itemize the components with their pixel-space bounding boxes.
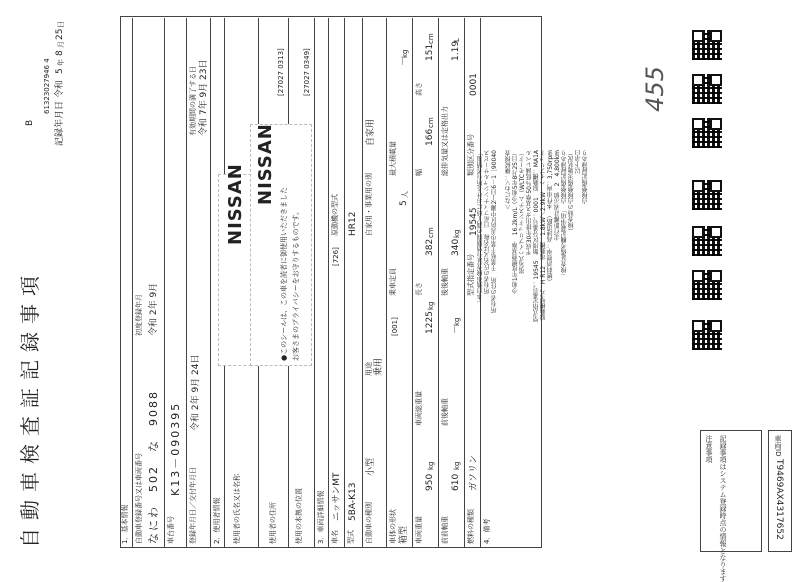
qr-code [692, 320, 722, 350]
note-line: 平成30年排出ガス基準50％低減レベル [526, 150, 533, 256]
note-line: 所有者の氏名又は名称 日産フィナンシャルサービス [484, 150, 491, 294]
note-line: ＜なにわ＞：継続検査 [505, 150, 512, 211]
record-date-day: 25 [55, 28, 65, 40]
qr-code-column [688, 30, 728, 430]
qr-code [692, 74, 722, 104]
note-line: 以下余白 [575, 150, 582, 174]
notes-text-area [478, 150, 588, 490]
note-line: 電気式ハイブリッドシステム（WLTCモード） [519, 150, 526, 274]
note-right: 点検整備記録簿あり [582, 150, 589, 204]
first-registration: 令和 2年 9月 [149, 282, 159, 336]
qr-code [692, 270, 722, 300]
issue-date: 令和 2年 9月 24日 [191, 354, 201, 431]
section-vehicle: 3．車両詳細情報 [317, 490, 325, 544]
note-line: 令和1年度燃費基準 16.2km/L（令和5年8月25日） [512, 150, 519, 294]
handwritten-note: 455 [640, 66, 669, 112]
engine-model: HR12 [348, 211, 358, 236]
record-date-year: 5 [55, 68, 65, 74]
vehicle-model: 5BA-K13 [348, 482, 358, 521]
section-notes: 4．備考 [483, 518, 491, 544]
section-basic: 1．基本情報 [121, 504, 129, 544]
chassis-number: K13－090395 [169, 401, 182, 496]
rotated-form: 記録年月日 令和 5 年 8 月 25 日 61323027946 4 B 自動車検査証記録事項 1．基本情報 自動車登録番号又は車両番号 なにわ 502 な 9088 初度登録年月 令和 2年 9月 車台番号 K13－090395 登録年月日／交付年月日 令和 2年 9月 24日 有効期間の満了する日 令和 7年 9月 23日 2．使用者情報 使用者の氏名又は名称 使用者の住所 [27027 0313] 使用の本拠の位置 [27027 0349] NISSAN NISSAN ●このシールは、この車を読者に御使用いただきました お客さまのプライバシーをお守りするものです。 3．車両詳細情報 車名 ニッサンMT [726] 原動機の型式 型式 5BA-K13 HR12 自動車の種別 小型 用途 乗用 自家用・事業用の別 自家用 車体の形状 箱型 [001] 乗車定員 5 人 最大積載量 － kg 車両重量 950 kg 車両総重量 1225 kg 長さ 382 cm 幅 166 cm 高さ 151 cm 前前軸重 610 kg 前後軸重 － kg 後後軸重 340 kg 総排気量又は定格出力 1.19 L 燃料の種類 ガソリン 型式指定番号 19545 類別区分番号 0001 4．備考 [0, 0, 800, 566]
note-line: （検査時の点検整備実施状況） [568, 150, 575, 234]
title-mark: B [25, 119, 35, 126]
serial-top: 61323027946 4 [43, 58, 51, 114]
fuel-type: ガソリン [469, 454, 479, 491]
nissan-logo: NISSAN [225, 163, 246, 245]
car-id-box: 車両ID T9469AX4317652 [768, 430, 792, 552]
note-line: 所有者の住所 千葉県千葉市美浜区中瀬2丁目6－1［90040 [491, 150, 498, 313]
record-date-era: 令和 [55, 79, 65, 98]
user-code-1: [27027 0313] [277, 48, 285, 96]
car-id: T9469AX4317652 [774, 459, 784, 540]
qr-code [692, 118, 722, 148]
record-date-month: 8 [55, 50, 65, 56]
note-line: 「検査証備考欄記載事項」 点検整備記録簿あり [561, 150, 568, 279]
privacy-sticker-2: NISSAN ●このシールは、この車を読者に御使用いただきました お客さまのプライバシーをお守りするものです。 [250, 124, 312, 366]
registration-number: なにわ 502 な 9088 [147, 390, 160, 544]
note-line: （燃料消費率：高速道路） 本件車両：3,750rpm [547, 150, 554, 285]
nissan-logo-2: NISSAN [255, 123, 276, 205]
qr-code [692, 30, 722, 60]
notice-box: 注意事項 記録事項はシステム登録時点の情報となります [700, 430, 762, 552]
note-line: 型式指定番号：19545 類別区分番号：0001 原動機：MA1A [533, 150, 540, 322]
user-code-2: [27027 0349] [303, 48, 311, 96]
note-line: 原動機型式：H R12 電動機：1.8kW／2.9kW ハイブリッド [540, 150, 547, 321]
record-date-label: 記録年月日 [55, 100, 65, 146]
section-user: 2．使用者情報 [213, 497, 221, 544]
qr-code [692, 226, 722, 256]
document-title: 自動車検査証記録事項 [18, 268, 42, 548]
note-line: 「本自動車検査証有効期間の満了時における所有者情報」 [477, 150, 484, 306]
expiry-date: 令和 7年 9月 23日 [199, 59, 209, 136]
note-line: 走行距離計表示値 2 4,800km [554, 150, 561, 241]
vehicle-name: ニッサンMT [332, 472, 342, 521]
qr-code [692, 180, 722, 210]
